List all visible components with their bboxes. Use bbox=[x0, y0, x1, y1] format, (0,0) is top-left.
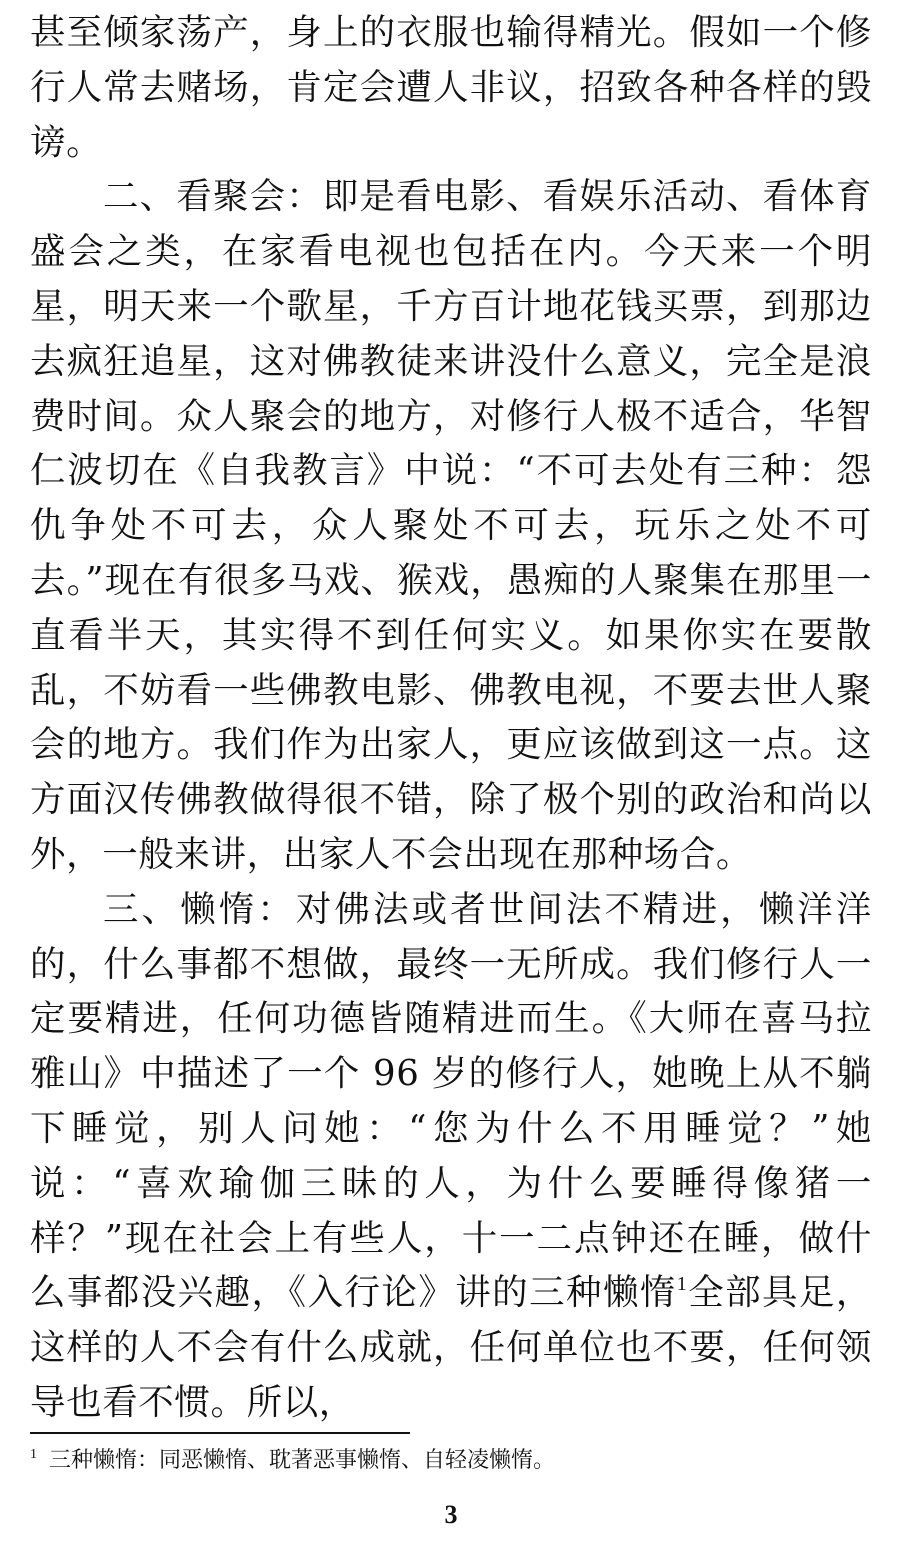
footnote-divider bbox=[30, 1432, 410, 1434]
paragraph-1: 甚至倾家荡产，身上的衣服也输得精光。假如一个修行人常去赌场，肯定会遭人非议，招致各种各样的毁谤。 bbox=[30, 12, 872, 163]
footnote-text: 三种懒惰：同恶懒惰、耽著恶事懒惰、自轻凌懒惰。 bbox=[49, 1448, 556, 1473]
document-page bbox=[30, 0, 872, 1547]
footnote-mark: 1 bbox=[30, 1447, 37, 1462]
page-number: 3 bbox=[444, 1500, 458, 1529]
footnote bbox=[30, 1446, 555, 1476]
body-text bbox=[30, 6, 872, 1431]
paragraph-3 bbox=[30, 883, 872, 1431]
paragraph-3-text-after-note: 全部具足，这样的人不会有什么成就，任何单位也不要，任何领导也看不惯。所以， bbox=[30, 1272, 872, 1423]
paragraph-3-text-before-note: 三、懒惰：对佛法或者世间法不精进，懒洋洋的，什么事都不想做，最终一无所成。我们修行人一定要精进，任何功德皆随精进而生。《大师在喜马拉雅山》中描述了一个 96 岁的修行人，她晚上从不躺下睡觉，别人问她：“您为什么不用睡觉？”她说：“喜欢瑜伽三昧的人，为什么要睡得像猪一样？”现在社会上有些人，十一二点钟还在睡，做什么事都没兴趣，《入行论》讲的三种懒惰 bbox=[30, 888, 872, 1314]
footnote-reference[interactable]: 1 bbox=[676, 1273, 688, 1296]
paragraph-2: 二、看聚会：即是看电影、看娱乐活动、看体育盛会之类，在家看电视也包括在内。今天来一个明星，明天来一个歌星，千方百计地花钱买票，到那边去疯狂追星，这对佛教徒来讲没什么意义，完全是浪费时间。众人聚会的地方，对修行人极不适合，华智仁波切在《自我教言》中说：“不可去处有三种：怨仇争处不可去，众人聚处不可去，玩乐之处不可去。”现在有很多马戏、猴戏，愚痴的人聚集在那里一直看半天，其实得不到任何实义。如果你实在要散乱，不妨看一些佛教电影、佛教电视，不要去世人聚会的地方。我们作为出家人，更应该做到这一点。这方面汉传佛教做得很不错，除了极个别的政治和尚以外，一般来讲，出家人不会出现在那种场合。 bbox=[30, 176, 872, 875]
